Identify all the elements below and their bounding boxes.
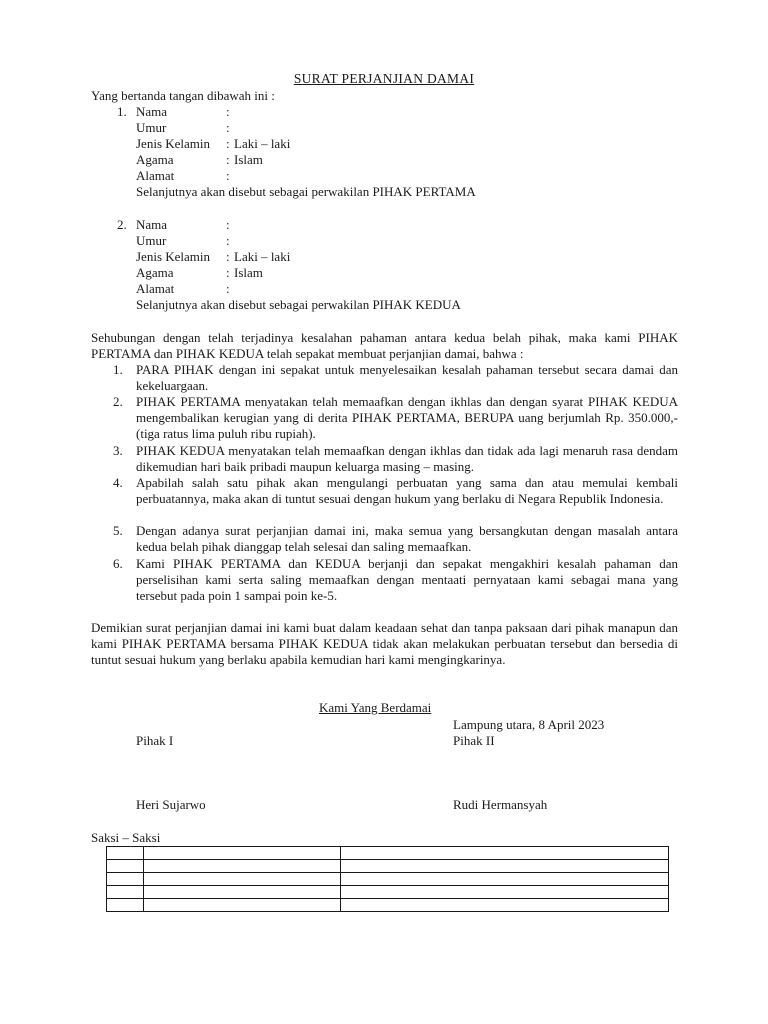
term-text: Dengan adanya surat perjanjian damai ini, maka semua yang bersangkutan dengan masalah antara kedua belah pihak dianggap telah selesai dan saling memaafkan. [136,523,678,555]
witness-label: Saksi – Saksi [91,830,161,845]
agreement-intro: Sehubungan dengan telah terjadinya kesalahan pahaman antara kedua belah pihak, maka kami PIHAK PERTAMA dan PIHAK KEDUA telah sepakat membuat perjanjian damai, bahwa : [91,330,678,362]
field-colon: : [226,136,230,151]
field-label: Nama [136,217,168,232]
party-one-label: Pihak I [136,733,174,748]
table-cell [107,873,144,886]
field-label: Alamat [136,168,175,183]
table-cell [143,847,340,860]
field-label: Agama [136,152,174,167]
table-cell [143,899,340,912]
table-cell [107,899,144,912]
term-number: 3. [113,443,123,458]
document-title: SURAT PERJANJIAN DAMAI [293,71,475,86]
term-number: 2. [113,394,123,409]
table-row [107,886,669,899]
field-colon: : [226,120,230,135]
table-cell [143,886,340,899]
field-label: Umur [136,120,167,135]
term-text: Apabilah salah satu pihak akan mengulangi perbuatan yang sama dan atau memulai kembali perbuatannya, maka akan di tuntut sesuai dengan hukum yang berlaku di Negara Republik Indonesia. [136,475,678,507]
table-cell [340,873,668,886]
table-cell [107,886,144,899]
table-cell [340,860,668,873]
term-text: PIHAK KEDUA menyatakan telah memaafkan dengan ikhlas dan tidak ada lagi menaruh rasa dendam dikemudian hari baik pribadi maupun keluarga masing – masing. [136,443,678,475]
signature-heading: Kami Yang Berdamai [319,700,432,715]
field-colon: : [226,265,230,280]
table-cell [143,860,340,873]
party-two-label: Pihak II [453,733,495,748]
place-date: Lampung utara, 8 April 2023 [453,717,605,732]
field-value: Islam [234,265,263,280]
field-value: Laki – laki [234,249,291,264]
intro-line: Yang bertanda tangan dibawah ini : [91,88,275,103]
field-value: Islam [234,152,263,167]
field-label: Nama [136,104,168,119]
field-colon: : [226,104,230,119]
table-cell [340,886,668,899]
field-label: Alamat [136,281,175,296]
term-text: Kami PIHAK PERTAMA dan KEDUA berjanji dan sepakat mengakhiri kesalah pahaman dan perselisihan kami serta saling memaafkan dengan mentaati pernyataan kami sebagai mana yang tersebut pada poin 1 sampai poin ke-5. [136,556,678,604]
party-two-name: Rudi Hermansyah [453,797,548,812]
field-value: Laki – laki [234,136,291,151]
table-row [107,899,669,912]
field-colon: : [226,233,230,248]
witness-table [106,846,669,912]
field-label: Jenis Kelamin [136,136,211,151]
table-cell [340,899,668,912]
party-two-designation: Selanjutnya akan disebut sebagai perwakilan PIHAK KEDUA [136,297,461,312]
table-row [107,873,669,886]
party-one-number: 1. [117,104,127,119]
party-two-number: 2. [117,217,127,232]
term-number: 4. [113,475,123,490]
field-colon: : [226,152,230,167]
field-colon: : [226,249,230,264]
field-colon: : [226,281,230,296]
field-label: Jenis Kelamin [136,249,211,264]
table-cell [340,847,668,860]
field-colon: : [226,217,230,232]
field-colon: : [226,168,230,183]
term-number: 6. [113,556,123,571]
table-row [107,860,669,873]
term-text: PARA PIHAK dengan ini sepakat untuk menyelesaikan kesalah pahaman tersebut secara damai dan kekeluargaan. [136,362,678,394]
table-cell [143,873,340,886]
field-label: Umur [136,233,167,248]
closing-paragraph: Demikian surat perjanjian damai ini kami buat dalam keadaan sehat dan tanpa paksaan dari pihak manapun dan kami PIHAK PERTAMA bersama PIHAK KEDUA tidak akan melakukan perbuatan tersebut dan bersedia di tuntut sesuai hukum yang berlaku apabila kemudian hari kami mengingkarinya. [91,620,678,668]
table-cell [107,860,144,873]
term-text: PIHAK PERTAMA menyatakan telah memaafkan dengan ikhlas dan dengan syarat PIHAK KEDUA mengembalikan kerugian yang di derita PIHAK PERTAMA, BERUPA uang berjumlah Rp. 350.000,- (tiga ratus lima puluh ribu rupiah). [136,394,678,442]
party-one-designation: Selanjutnya akan disebut sebagai perwakilan PIHAK PERTAMA [136,184,476,199]
term-number: 1. [113,362,123,377]
table-row [107,847,669,860]
term-number: 5. [113,523,123,538]
party-one-name: Heri Sujarwo [136,797,206,812]
table-cell [107,847,144,860]
field-label: Agama [136,265,174,280]
